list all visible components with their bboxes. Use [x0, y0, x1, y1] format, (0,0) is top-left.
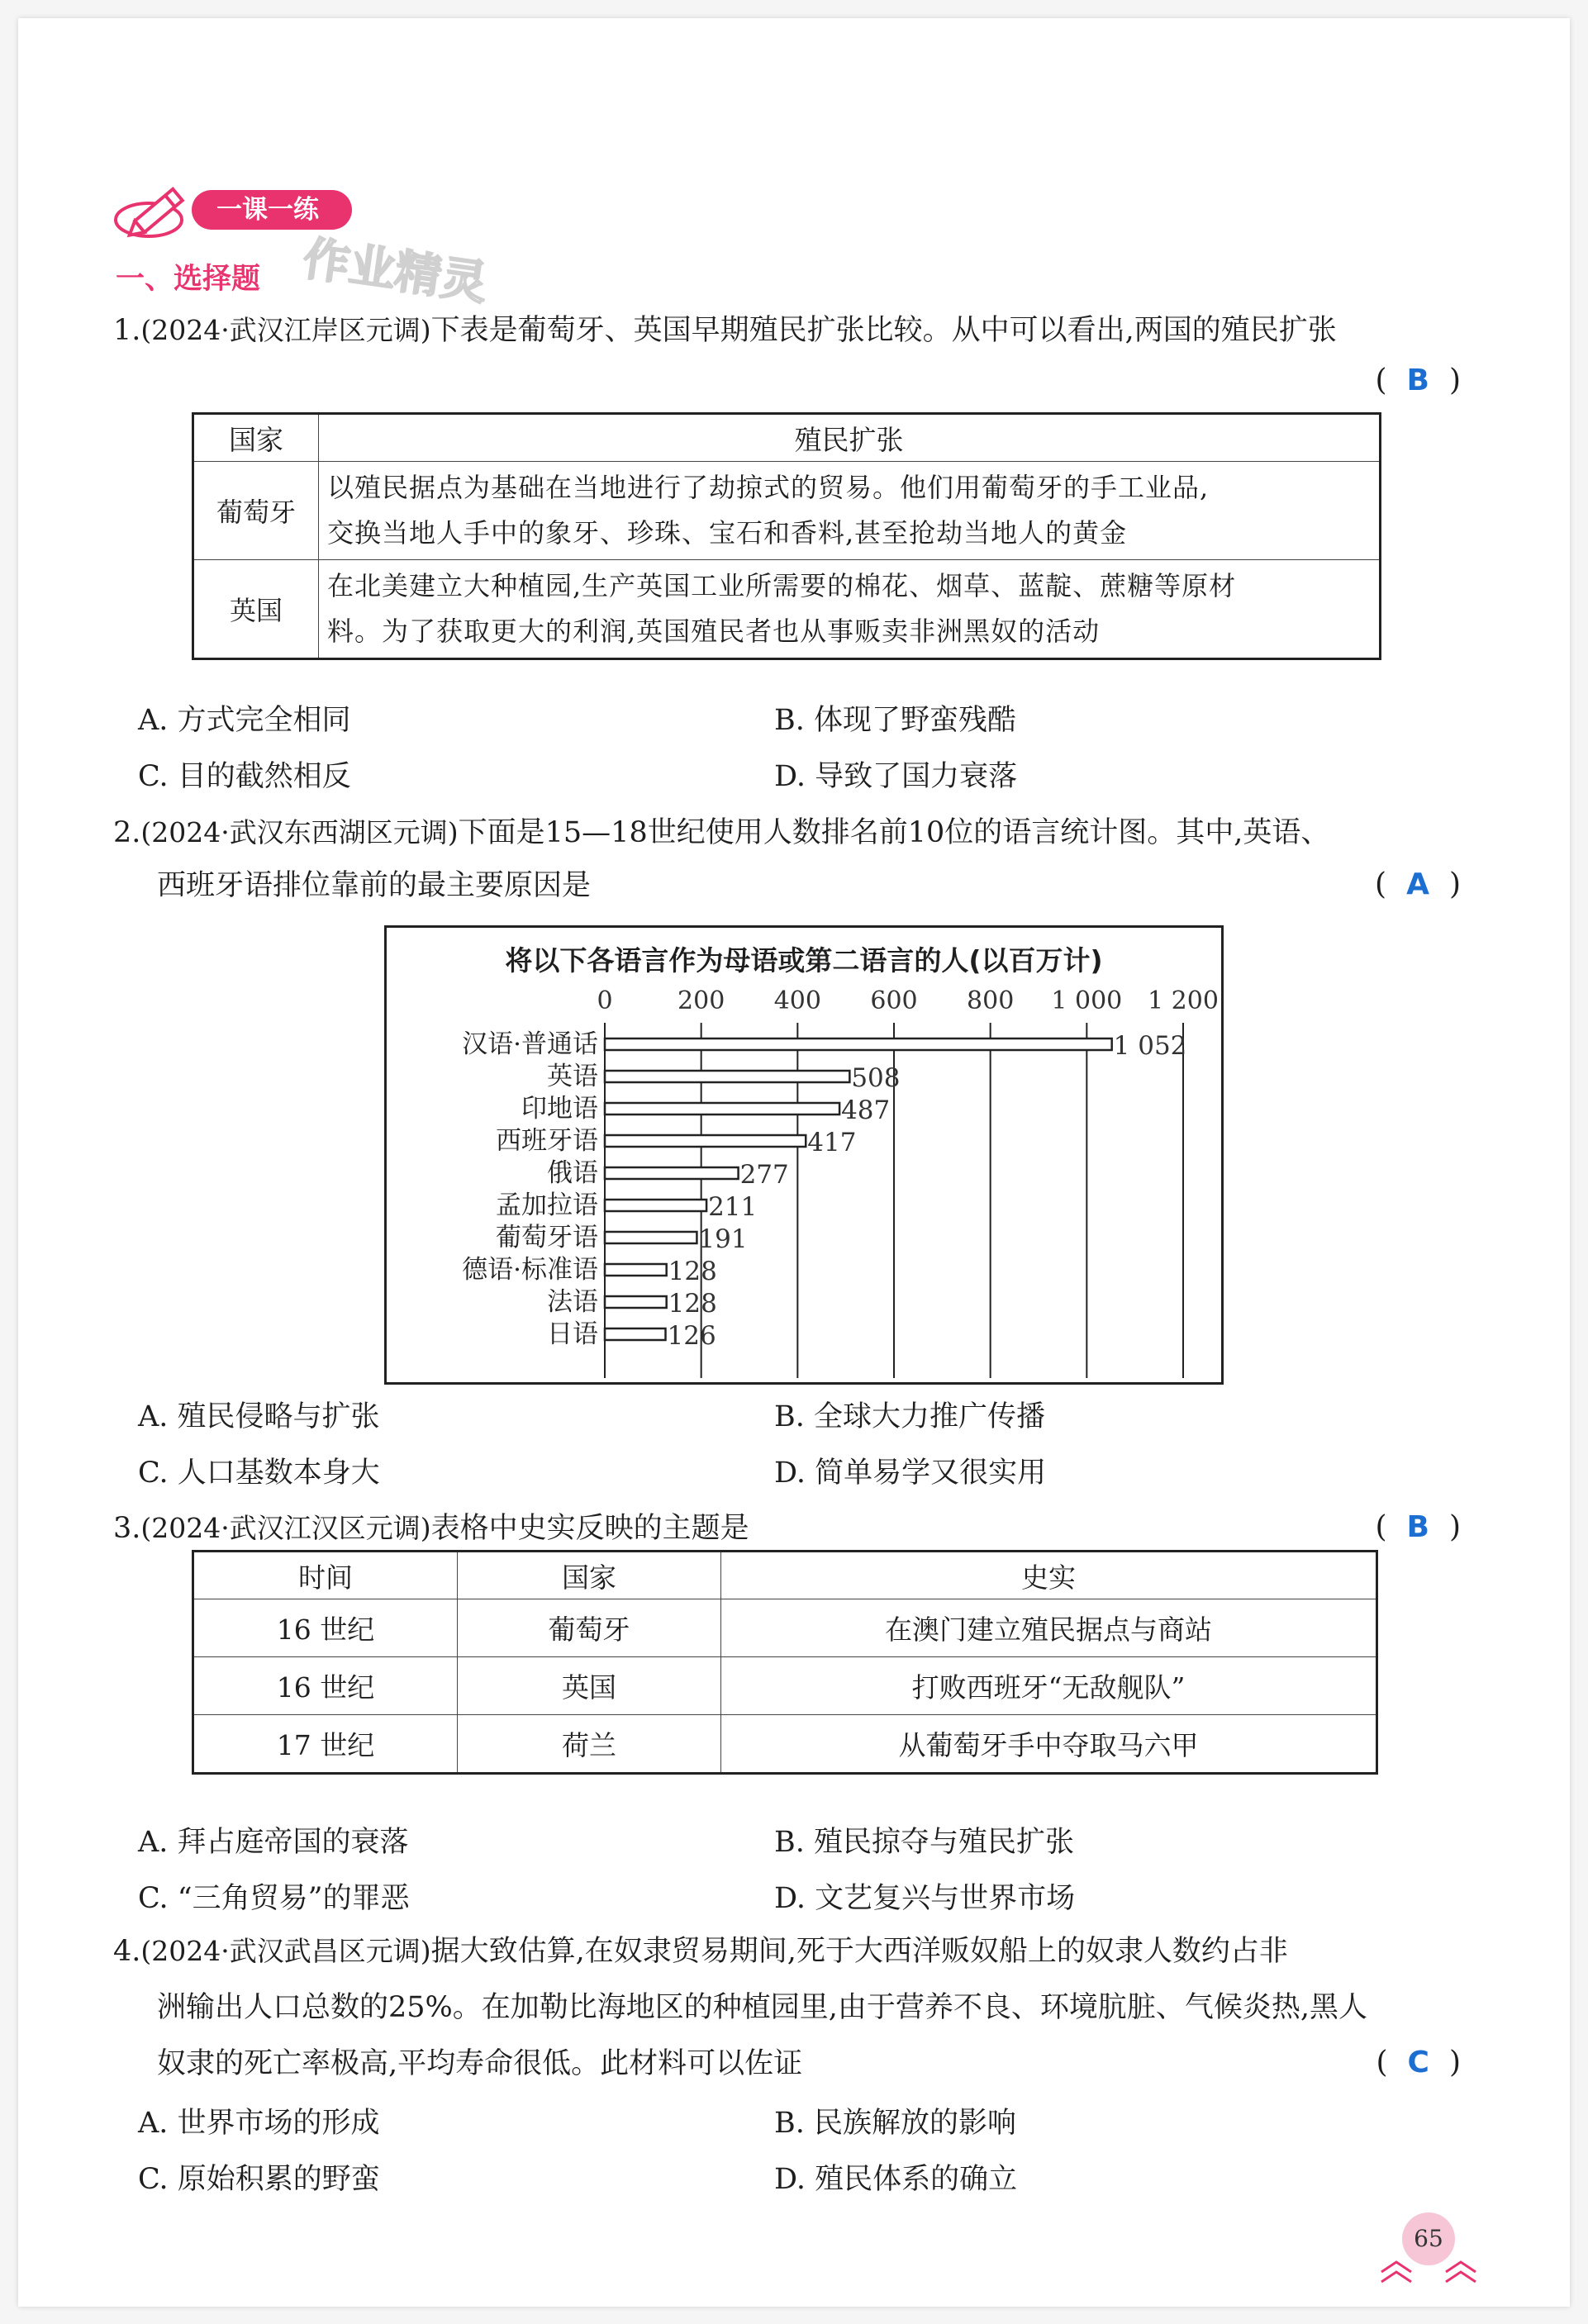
q3-number: 3. — [113, 1512, 141, 1545]
chart-bar — [605, 1200, 706, 1211]
chart-value-label: 191 — [698, 1224, 748, 1254]
q4-text-1: 据大致估算,在奴隶贸易期间,死于大西洋贩奴船上的奴隶人数约占非 — [430, 1935, 1288, 1968]
chart-tick-label: 200 — [678, 986, 725, 1015]
q3-stem — [113, 1509, 749, 1548]
chart-tick-label: 600 — [870, 986, 918, 1015]
chart-value-label: 128 — [668, 1257, 717, 1286]
q2-answer-letter: A — [1406, 867, 1429, 901]
chart-category-label: 汉语·普通话 — [462, 1029, 598, 1059]
table-row: 16 世纪 英国 打败西班牙“无敌舰队” — [193, 1657, 1377, 1715]
chart-category-label: 法语 — [547, 1287, 598, 1317]
q3-text: 表格中史实反映的主题是 — [430, 1512, 749, 1545]
badge-label: 一课一练 — [192, 190, 352, 230]
chart-bar — [605, 1167, 739, 1179]
q4-option-c: C. 原始积累的野蛮 — [138, 2163, 380, 2196]
q4-number: 4. — [113, 1935, 141, 1968]
q1-option-b: B. 体现了野蛮残酷 — [774, 704, 1016, 737]
chart-title: 将以下各语言作为母语或第二语言的人(以百万计) — [505, 944, 1103, 977]
chart-bar — [605, 1328, 666, 1340]
chart-category-label: 英语 — [547, 1062, 598, 1091]
language-chart — [384, 925, 1224, 1385]
table-row — [193, 462, 1381, 560]
chart-category-label: 孟加拉语 — [496, 1191, 598, 1220]
q2-source: (2024·武汉东西湖区元调) — [140, 816, 459, 848]
q2-stem — [113, 813, 1329, 853]
chart-category-label: 俄语 — [547, 1158, 598, 1188]
chart-tick-label: 1 000 — [1051, 986, 1123, 1015]
chart-tick-label: 1 200 — [1148, 986, 1219, 1015]
chart-bar — [605, 1264, 667, 1276]
chart-bar — [605, 1038, 1112, 1050]
q1-answer-letter: B — [1406, 364, 1429, 397]
q1-table-expansion: 在北美建立大种植园,生产英国工业所需要的棉花、烟草、蓝靛、蔗糖等原材 料。为了获取更大的利润,英国殖民者也从事贩卖非洲黑奴的活动 — [319, 560, 1381, 659]
q1-option-c: C. 目的截然相反 — [138, 760, 351, 793]
q3-answer-letter: B — [1406, 1510, 1429, 1544]
table-row: 16 世纪 葡萄牙 在澳门建立殖民据点与商站 — [193, 1599, 1377, 1657]
q4-option-a: A. 世界市场的形成 — [138, 2107, 380, 2140]
q2-answer: ( A ) — [1375, 867, 1461, 901]
q2-option-d: D. 简单易学又很实用 — [774, 1457, 1047, 1490]
chart-value-label: 1 052 — [1113, 1031, 1187, 1061]
q1-option-d: D. 导致了国力衰落 — [774, 760, 1018, 793]
chart-tick-label: 400 — [773, 986, 821, 1015]
q3-table-header-fact: 史实 — [721, 1552, 1377, 1599]
q1-answer: ( B ) — [1375, 364, 1461, 397]
q2-option-b: B. 全球大力推广传播 — [774, 1400, 1045, 1433]
q2-text-2: 西班牙语排位靠前的最主要原因是 — [157, 869, 592, 902]
q3-option-c: C. “三角贸易”的罪恶 — [138, 1882, 410, 1915]
q2-option-c: C. 人口基数本身大 — [138, 1457, 380, 1490]
chart-value-label: 211 — [708, 1192, 758, 1222]
chart-value-label: 128 — [668, 1289, 717, 1319]
q2-option-a: A. 殖民侵略与扩张 — [138, 1400, 380, 1433]
q3-option-b: B. 殖民掠夺与殖民扩张 — [774, 1826, 1074, 1859]
chart-value-label: 126 — [667, 1321, 716, 1351]
q1-source: (2024·武汉江岸区元调) — [140, 314, 431, 346]
q2-text-1: 下面是15—18世纪使用人数排名前10位的语言统计图。其中,英语、 — [458, 816, 1330, 849]
q4-text-2: 洲输出人口总数的25%。在加勒比海地区的种植园里,由于营养不良、环境肮脏、气候炎热,黑人 — [157, 1991, 1368, 2024]
q2-number: 2. — [113, 816, 141, 849]
chart-value-label: 277 — [739, 1160, 789, 1190]
chart-value-label: 487 — [841, 1095, 891, 1125]
chart-category-label: 印地语 — [521, 1094, 598, 1124]
chart-bar — [605, 1232, 697, 1243]
pencil-icon — [109, 182, 200, 240]
watermark: 作业精灵 — [299, 231, 491, 311]
chart-bar — [605, 1071, 849, 1082]
q4-source: (2024·武汉武昌区元调) — [140, 1935, 431, 1967]
page-number: 65 — [1402, 2212, 1455, 2265]
q1-option-a: A. 方式完全相同 — [138, 704, 351, 737]
q1-table-header-expansion: 殖民扩张 — [319, 414, 1381, 462]
chart-category-label: 葡萄牙语 — [496, 1223, 598, 1252]
q4-answer: ( C ) — [1376, 2046, 1461, 2079]
chart-bar — [605, 1135, 806, 1147]
q3-option-d: D. 文艺复兴与世界市场 — [774, 1882, 1076, 1915]
table-row: 17 世纪 荷兰 从葡萄牙手中夺取马六甲 — [193, 1715, 1377, 1774]
q1-table-header-country: 国家 — [193, 414, 319, 462]
q1-table-country: 英国 — [193, 560, 319, 659]
table-row — [193, 560, 1381, 659]
q3-source: (2024·武汉江汉区元调) — [140, 1512, 431, 1544]
chart-tick-label: 800 — [967, 986, 1015, 1015]
chart-bar — [605, 1296, 667, 1308]
chart-tick-label: 0 — [597, 986, 613, 1015]
chart-value-label: 508 — [851, 1063, 901, 1093]
q4-option-d: D. 殖民体系的确立 — [774, 2163, 1018, 2196]
q4-stem — [113, 1932, 1288, 1971]
chart-category-label: 西班牙语 — [496, 1126, 598, 1156]
q4-text-3: 奴隶的死亡率极高,平均寿命很低。此材料可以佐证 — [157, 2047, 803, 2080]
q1-text: 下表是葡萄牙、英国早期殖民扩张比较。从中可以看出,两国的殖民扩张 — [430, 314, 1337, 347]
q3-option-a: A. 拜占庭帝国的衰落 — [138, 1826, 409, 1859]
q4-option-b: B. 民族解放的影响 — [774, 2107, 1016, 2140]
q1-table-expansion: 以殖民据点为基础在当地进行了劫掠式的贸易。他们用葡萄牙的手工业品, 交换当地人手中的象牙、珍珠、宝石和香料,甚至抢劫当地人的黄金 — [319, 462, 1381, 560]
chart-category-label: 日语 — [547, 1319, 598, 1349]
document-page — [18, 18, 1570, 2307]
chart-canvas — [387, 928, 1221, 1382]
q3-answer: ( B ) — [1375, 1510, 1461, 1544]
q4-answer-letter: C — [1407, 2046, 1429, 2079]
q3-table-header-country: 国家 — [458, 1552, 721, 1599]
chart-bar — [605, 1103, 839, 1114]
section-title: 一、选择题 — [116, 263, 261, 296]
q3-table-header-time: 时间 — [193, 1552, 458, 1599]
chart-category-label: 德语·标准语 — [462, 1255, 598, 1285]
q3-table — [192, 1550, 1378, 1775]
q1-table — [192, 412, 1381, 660]
q1-table-country: 葡萄牙 — [193, 462, 319, 560]
q1-stem — [113, 311, 1337, 350]
q1-number: 1. — [113, 314, 141, 347]
chart-value-label: 417 — [807, 1128, 857, 1157]
